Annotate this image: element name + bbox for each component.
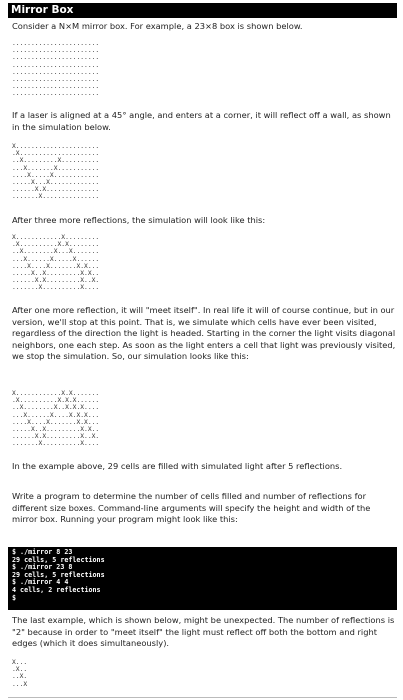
intro-paragraph: Consider a N×M mirror box. For example, a 23×8 box is shown below.: [12, 21, 303, 31]
bottom-divider: [8, 697, 397, 698]
page-title: Mirror Box: [8, 3, 397, 18]
grid-three-reflections: X............X......... .X..........X.X........ ..X........X...X....... ...X......X.....X...... ....X....X.......X.X... .....X..X.........X.X.. ......X.X.........X..X. .......X..........X....: [12, 234, 100, 292]
grid-small: X... .X.. ..X. ...X: [12, 659, 28, 688]
meet-itself-paragraph: After one more reflection, it will "meet itself". In real life it will of course continue, but in our version, we'll stop at this point. That is, we simulate which cells have ever been visited, regardless of the direction the light is headed. Starting in the corner the light visits diagonal neighbors, one each step. As soon as the light enters a cell that light was previously visited, we stop the simulation. So, our simulation looks like this:: [12, 305, 396, 362]
program-paragraph: Write a program to determine the number of cells filled and number of reflections for different size boxes. Command-line arguments will specify the height and width of the mirror box. Running your program might look like this:: [12, 491, 371, 525]
three-reflections-paragraph: After three more reflections, the simulation will look like this:: [12, 215, 266, 225]
terminal-output: $ ./mirror 8 23 29 cells, 5 reflections $ ./mirror 23 8 29 cells, 5 reflections $ ./mirror 4 4 4 cells, 2 reflections $: [8, 547, 397, 610]
filled-cells-paragraph: In the example above, 29 cells are filled with simulated light after 5 reflections.: [12, 461, 343, 471]
last-example-paragraph: The last example, which is shown below, might be unexpected. The number of reflections is "2" because in order to "meet itself" the light must reflect off both the bottom and right edges (which it does simultaneously).: [12, 615, 395, 649]
laser-paragraph: If a laser is aligned at a 45° angle, and enters at a corner, it will reflect off a wall, as shown in the simulation below.: [12, 110, 391, 132]
grid-empty: ....................... ....................... ....................... ....................... ....................... ....................... ....................... .......................: [12, 40, 100, 98]
grid-final: X............X.X....... .X..........X.X.X...... ..X........X..X.X.X.... ...X......X....X.X.X... ....X....X.......X.X... .....X..X.........X.X.. ......X.X.........X..X. .......X..........X....: [12, 390, 100, 448]
grid-one-reflection: X...................... .X..................... ..X.........X.......... ...X.......X........... ....X.....X............ .....X...X............. ......X.X.............. .......X...............: [12, 143, 100, 201]
